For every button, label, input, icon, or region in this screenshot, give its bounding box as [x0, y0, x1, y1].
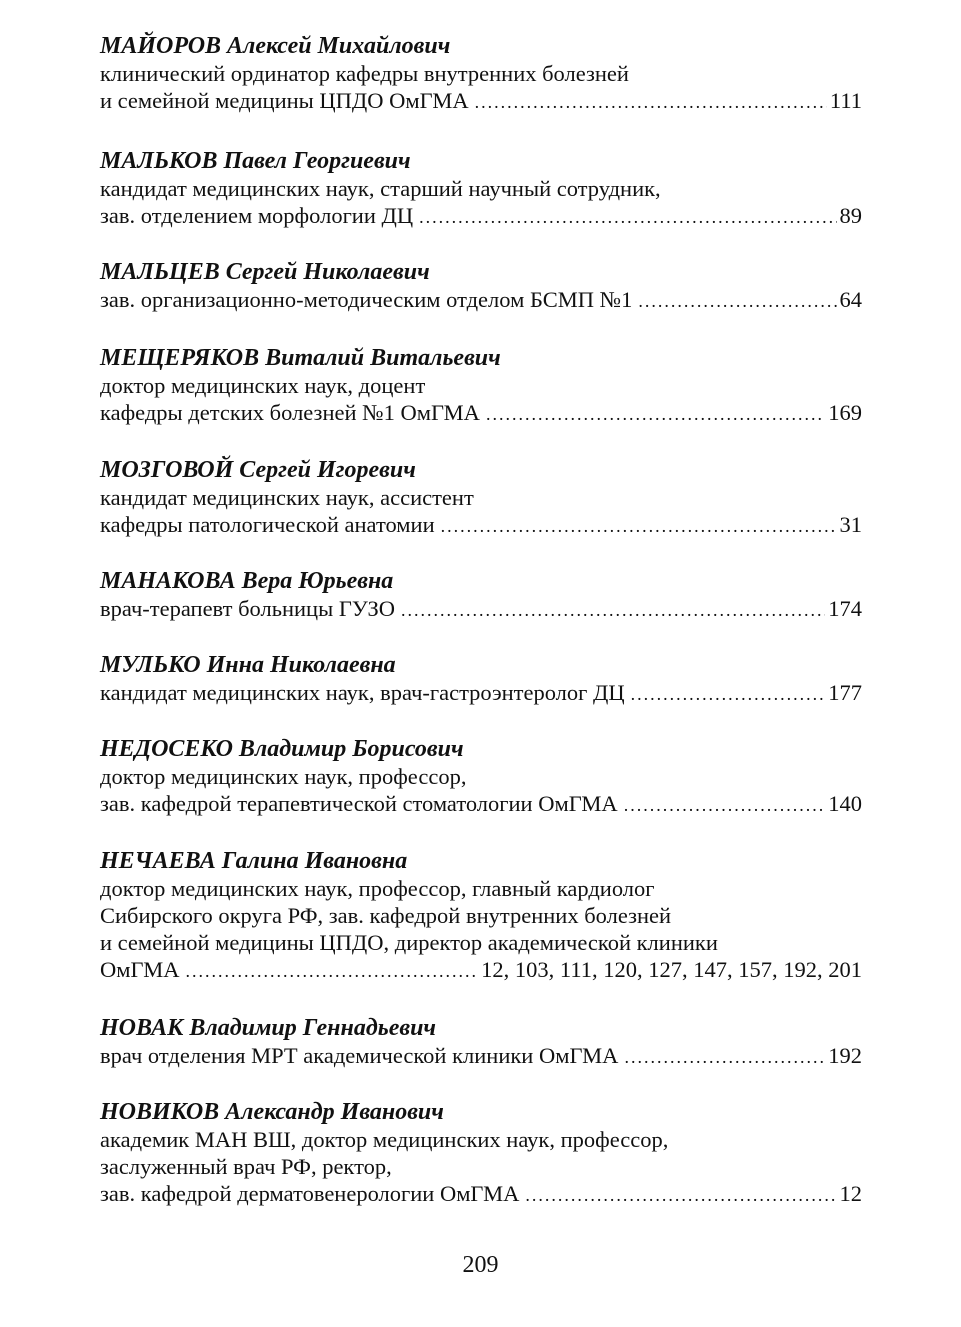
author-name: МАЛЬЦЕВ Сергей Николаевич [100, 259, 430, 285]
author-description: кандидат медицинских наук, врач-гастроэнтеролог ДЦ [100, 680, 625, 705]
author-description: доктор медицинских наук, профессор, главный кардиолог [100, 876, 655, 901]
page-reference: 89 [839, 203, 862, 228]
index-entry [100, 567, 862, 651]
dot-leader [631, 680, 826, 708]
author-name: МАЙОРОВ Алексей Михайлович [100, 33, 451, 59]
author-description: доктор медицинских наук, профессор, [100, 764, 467, 789]
author-name: МАНАКОВА Вера Юрьевна [100, 568, 394, 594]
index-entry [100, 1014, 862, 1098]
author-last-line [100, 595, 862, 624]
author-last-line [100, 87, 862, 116]
dot-leader [638, 287, 836, 315]
author-last-line [100, 1042, 862, 1071]
author-description: зав. кафедрой дерматовенерологии ОмГМА [100, 1181, 520, 1206]
dot-leader [475, 88, 827, 116]
author-description: и семейной медицины ЦПДО, директор академической клиники [100, 930, 718, 955]
author-last-line [100, 286, 862, 315]
author-description: кандидат медицинских наук, ассистент [100, 485, 474, 510]
author-name: НОВАК Владимир Геннадьевич [100, 1015, 437, 1041]
author-last-line [100, 956, 862, 985]
author-description: доктор медицинских наук, доцент [100, 373, 426, 398]
page-number: 209 [462, 1252, 499, 1278]
dot-leader [486, 400, 825, 428]
page-reference: 64 [839, 287, 862, 312]
author-name: МУЛЬКО Инна Николаевна [100, 652, 396, 678]
author-description: Сибирского округа РФ, зав. кафедрой внутренних болезней [100, 903, 672, 928]
page-reference: 174 [828, 596, 862, 621]
index-entry [100, 258, 862, 344]
dot-leader [401, 596, 825, 624]
author-index [100, 32, 862, 1210]
page-reference: 12 [839, 1181, 862, 1206]
author-name: НЕЧАЕВА Галина Ивановна [100, 848, 408, 874]
index-entry [100, 847, 862, 1014]
dot-leader [624, 791, 826, 819]
author-description: заслуженный врач РФ, ректор, [100, 1154, 392, 1179]
index-entry [100, 344, 862, 456]
page-reference: 177 [828, 680, 862, 705]
index-entry [100, 735, 862, 847]
page-reference: 111 [829, 88, 862, 113]
index-entry [100, 147, 862, 258]
author-description: зав. отделением морфологии ДЦ [100, 203, 414, 228]
author-description: врач отделения МРТ академической клиники ОмГМА [100, 1043, 619, 1068]
page-reference: 140 [828, 791, 862, 816]
author-name: НЕДОСЕКО Владимир Борисович [100, 736, 464, 762]
author-name: НОВИКОВ Александр Иванович [100, 1099, 444, 1125]
index-entry [100, 1098, 862, 1210]
author-name: МЕЩЕРЯКОВ Виталий Витальевич [100, 345, 501, 371]
author-description: и семейной медицины ЦПДО ОмГМА [100, 88, 469, 113]
author-description: кандидат медицинских наук, старший научный сотрудник, [100, 176, 661, 201]
author-description: врач-терапевт больницы ГУЗО [100, 596, 395, 621]
author-name: МОЗГОВОЙ Сергей Игоревич [100, 457, 416, 483]
page-reference: 12, 103, 111, 120, 127, 147, 157, 192, 201 [481, 957, 862, 982]
author-last-line [100, 1180, 862, 1209]
author-last-line [100, 679, 862, 708]
author-name: МАЛЬКОВ Павел Георгиевич [100, 148, 411, 174]
author-last-line [100, 511, 862, 540]
author-description: академик МАН ВШ, доктор медицинских наук, профессор, [100, 1127, 669, 1152]
author-last-line [100, 790, 862, 819]
index-entry [100, 32, 862, 147]
dot-leader [525, 1181, 836, 1209]
author-description: ОмГМА [100, 957, 180, 982]
author-last-line [100, 399, 862, 428]
page-reference: 169 [828, 400, 862, 425]
author-description: клинический ординатор кафедры внутренних болезней [100, 61, 629, 86]
page-reference: 192 [828, 1043, 862, 1068]
author-description: зав. организационно-методическим отделом БСМП №1 [100, 287, 633, 312]
author-last-line [100, 202, 862, 231]
index-entry [100, 456, 862, 567]
author-description: зав. кафедрой терапевтической стоматологии ОмГМА [100, 791, 618, 816]
author-description: кафедры патологической анатомии [100, 512, 435, 537]
dot-leader [441, 512, 837, 540]
page-reference: 31 [839, 512, 862, 537]
dot-leader [624, 1043, 825, 1071]
index-entry [100, 651, 862, 735]
author-description: кафедры детских болезней №1 ОмГМА [100, 400, 480, 425]
dot-leader [419, 203, 836, 231]
dot-leader [185, 957, 478, 985]
